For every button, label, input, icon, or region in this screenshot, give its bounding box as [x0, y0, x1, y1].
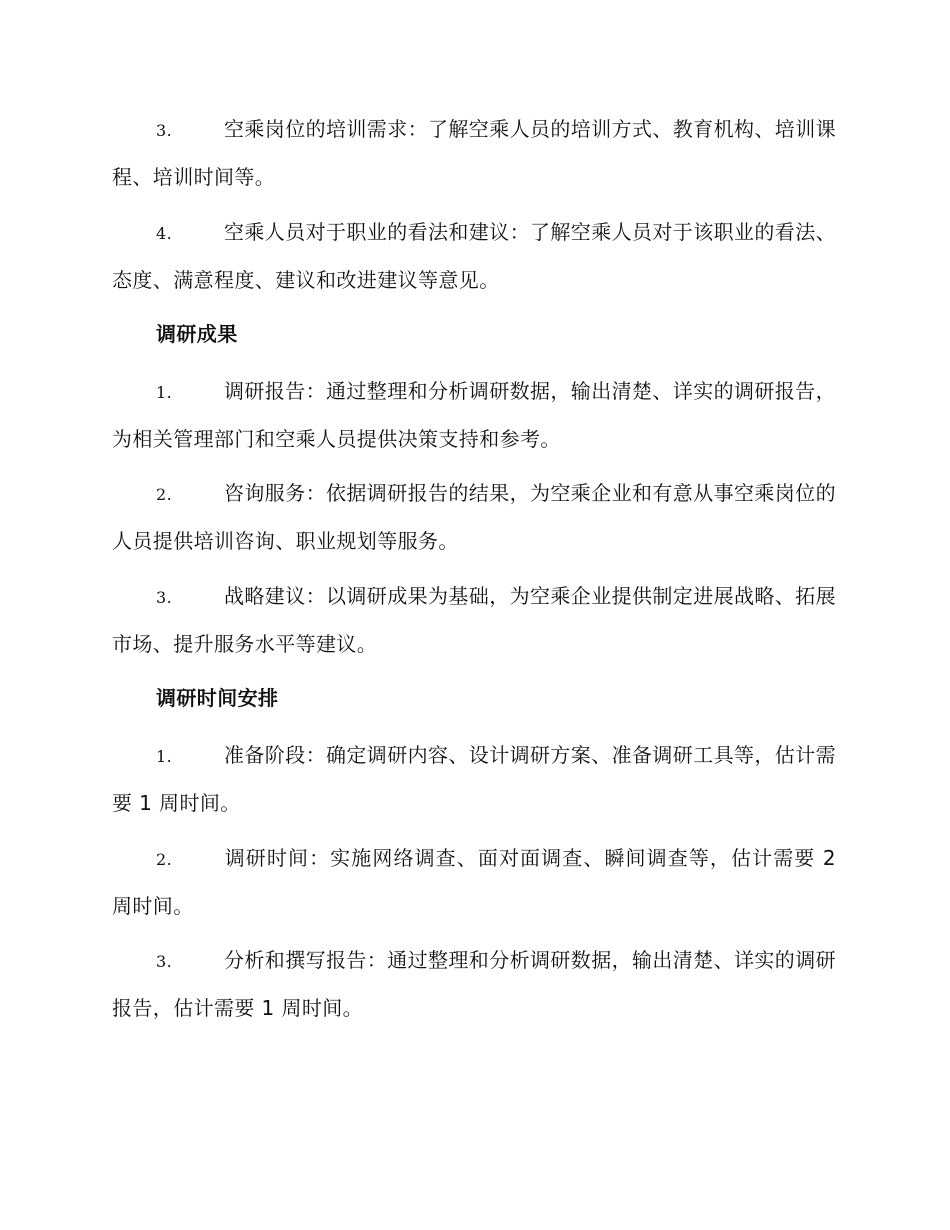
item-text: 调研报告：通过整理和分析调研数据，输出清楚、详实的调研报告，为相关管理部门和空乘人员提供决策支持和参考。: [112, 379, 836, 451]
section-heading-results: 调研成果: [156, 322, 238, 346]
item-number: 3.: [156, 121, 173, 140]
item-text: 调研时间：实施网络调查、面对面调查、瞬间调查等，估计需要 2 周时间。: [112, 846, 836, 918]
list-item-analysis-report: [112, 937, 836, 1031]
item-number: 3.: [156, 952, 173, 971]
item-number: 2.: [156, 485, 173, 504]
item-number: 1.: [156, 747, 173, 766]
item-number: 2.: [156, 850, 173, 869]
list-item-research-report: [112, 368, 836, 462]
list-item-career-opinions: [112, 209, 836, 303]
item-number: 4.: [156, 224, 173, 243]
item-text: 分析和撰写报告：通过整理和分析调研数据，输出清楚、详实的调研报告，估计需要 1 周时间。: [112, 948, 836, 1020]
list-item-strategy-advice: [112, 573, 836, 667]
list-item-survey-period: [112, 835, 836, 929]
item-text: 准备阶段：确定调研内容、设计调研方案、准备调研工具等，估计需要 1 周时间。: [112, 743, 836, 815]
item-text: 战略建议：以调研成果为基础，为空乘企业提供制定进展战略、拓展市场、提升服务水平等建议。: [112, 584, 836, 656]
section-heading-schedule: 调研时间安排: [156, 686, 279, 710]
item-text: 咨询服务：依据调研报告的结果，为空乘企业和有意从事空乘岗位的人员提供培训咨询、职业规划等服务。: [112, 481, 836, 553]
item-number: 1.: [156, 383, 173, 402]
item-number: 3.: [156, 588, 173, 607]
item-text: 空乘岗位的培训需求：了解空乘人员的培训方式、教育机构、培训课程、培训时间等。: [112, 117, 836, 189]
list-item-training-needs: [112, 106, 836, 200]
item-text: 空乘人员对于职业的看法和建议：了解空乘人员对于该职业的看法、态度、满意程度、建议和改进建议等意见。: [112, 220, 836, 292]
list-item-consulting-service: [112, 470, 836, 564]
list-item-preparation-stage: [112, 732, 836, 826]
